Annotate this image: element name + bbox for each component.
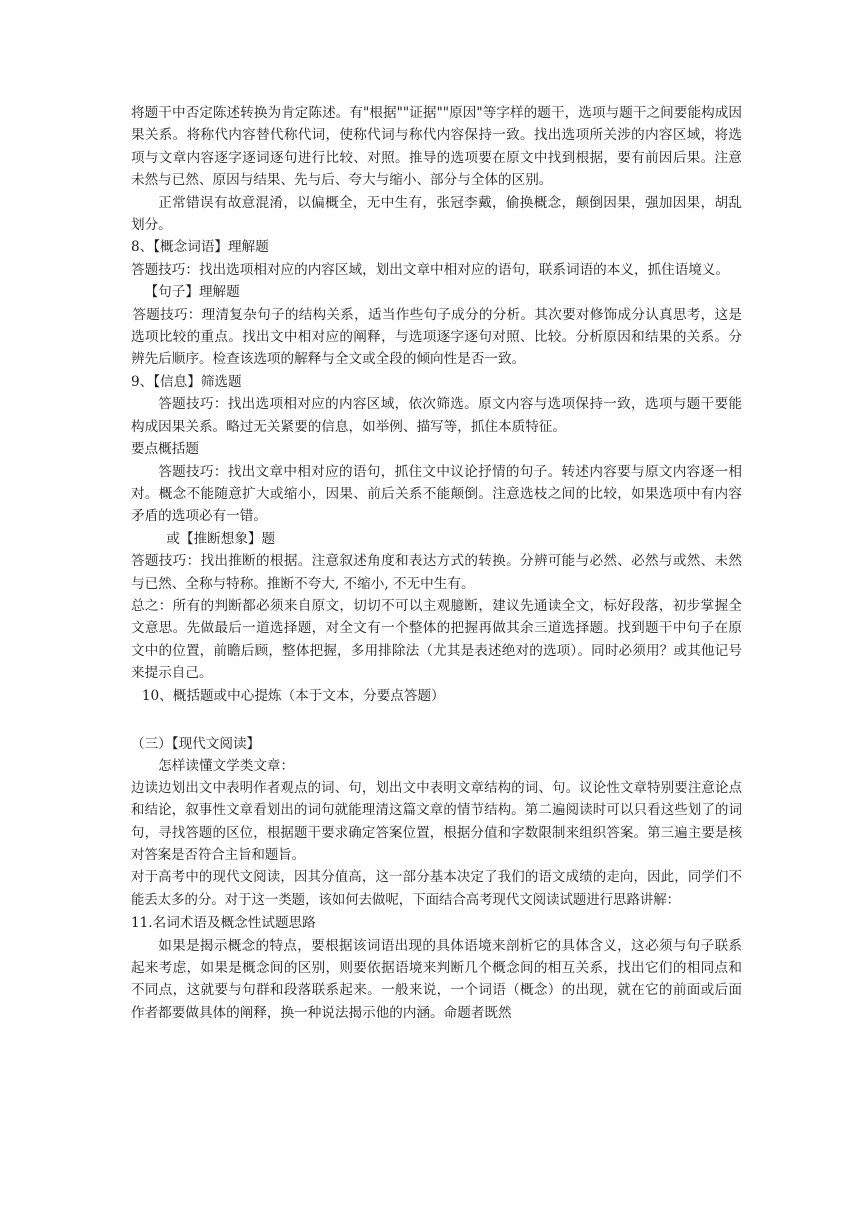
heading-information: 9、【信息】筛选题 xyxy=(131,373,242,390)
spacer xyxy=(131,707,742,733)
paragraph-common-errors: 正常错误有故意混淆，以偏概全，无中生有，张冠李戴，偷换概念，颠倒因果，强加因果，胡乱划分。 xyxy=(131,194,742,234)
paragraph-reading-method: 边读边划出文中表明作者观点的词、句，划出文中表明文章结构的词、句。议论性文章特别要注意论点和结论，叙事性文章看划出的词句就能理清这篇文章的情节结构。第二遍阅读时可以只看这些划了的词句，寻找答题的区位，根据题干要求确定答案位置，根据分值和字数限制来组织答案。第三遍主要是核对答案是否符合主旨和题旨。 xyxy=(131,780,742,863)
heading-modern-reading: （三）【现代文阅读】 xyxy=(131,735,261,752)
heading-summary-question: 10、概括题或中心提炼（本于文本，分要点答题） xyxy=(141,687,445,704)
heading-summary: 要点概括题 xyxy=(131,441,199,458)
paragraph-modern-exam: 对于高考中的现代文阅读，因其分值高，这一部分基本决定了我们的语文成绩的走向，因此，同学们不能丢太多的分。对于这一类题，该如何去做呢，下面结合高考现代文阅读试题进行思路讲解： xyxy=(131,870,742,908)
heading-terms: 11.名词术语及概念性试题思路 xyxy=(131,915,316,932)
heading-inference: 或【推断想象】题 xyxy=(166,530,276,547)
paragraph-information-tips: 答题技巧：找出选项相对应的内容区域，依次筛选。原文内容与选项保持一致，选项与题干要能构成因果关系。略过无关紧要的信息，如举例、描写等，抓住本质特征。 xyxy=(131,396,742,435)
paragraph-terms-tips: 如果是揭示概念的特点，要根据该词语出现的具体语境来剖析它的具体含义，这必须与句子联系起来考虑，如果是概念间的区别，则要依据语境来判断几个概念间的相互关系，找出它们的相同点和不同点，这就要与句群和段落联系起来。一般来说，一个词语（概念）的出现，就在它的前面或后面作者都要做具体的阐释，换一种说法揭示他的内涵。命题者既然 xyxy=(131,937,742,1021)
paragraph-inference-tips: 答题技巧：找出推断的根据。注意叙述角度和表达方式的转换。分辨可能与必然、必然与或然、未然与已然、全称与特称。推断不夸大, 不缩小, 不无中生有。 xyxy=(131,553,742,592)
paragraph-sentence-tips: 答题技巧：理清复杂句子的结构关系，适当作些句子成分的分析。其次要对修饰成分认真思考，这是选项比较的重点。找出文中相对应的阐释，与选项逐字逐句对照、比较。分析原因和结果的关系。分辨先后顺序。检查该选项的解释与全文或全段的倾向性是否一致。 xyxy=(131,306,742,368)
paragraph-summary-tips: 答题技巧：找出文章中相对应的语句，抓住文中议论抒情的句子。转述内容要与原文内容逐一相对。概念不能随意扩大或缩小，因果、前后关系不能颠倒。注意选枝之间的比较，如果选项中有内容矛盾的选项必有一错。 xyxy=(131,463,742,525)
paragraph-concept-tips: 答题技巧：找出选项相对应的内容区域，划出文章中相对应的语句，联系词语的本义，抓住语境义。 xyxy=(131,261,730,278)
paragraph-question-stem: 将题干中否定陈述转换为肯定陈述。有"根据""证据""原因"等字样的题干，选项与题干之间要能构成因果关系。将称代内容替代称代词，使称代词与称代内容保持一致。找出选项所关涉的内容区域，将选项与文章内容逐字逐词逐句进行比较、对照。推导的选项要在原文中找到根据，要有前因后果。注意未然与已然、原因与结果、先与后、夸大与缩小、部分与全体的区别。 xyxy=(131,105,742,189)
heading-how-to-read: 怎样读懂文学类文章： xyxy=(158,758,295,775)
heading-concept-words: 8、【概念词语】理解题 xyxy=(131,239,269,256)
document-page xyxy=(131,102,742,1024)
heading-sentence: 【句子】理解题 xyxy=(144,284,240,301)
paragraph-conclusion: 总之：所有的判断都必须来自原文，切切不可以主观臆断，建议先通读全文，标好段落，初步掌握全文意思。先做最后一道选择题，对全文有一个整体的把握再做其余三道选择题。找到题干中句子在原文中的位置，前瞻后顾，整体把握，多用排除法（尤其是表述绝对的选项）。同时必须用？或其他记号来提示自己。 xyxy=(131,597,742,682)
